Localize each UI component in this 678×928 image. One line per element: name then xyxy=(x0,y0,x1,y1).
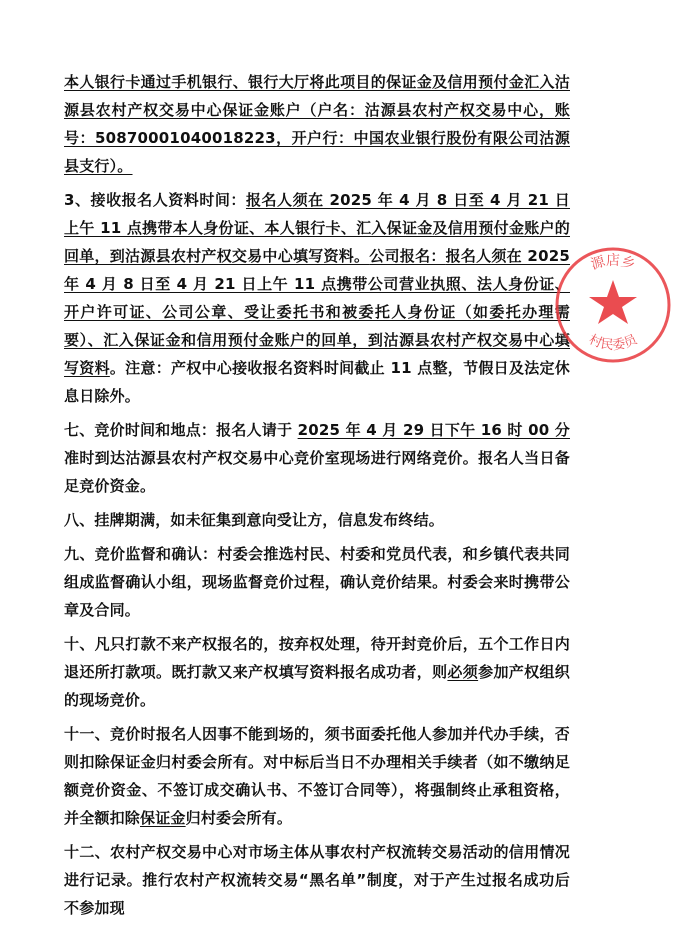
paragraph-bidding-time xyxy=(64,416,570,500)
bidding-time-lead: 七、竞价时间和地点：报名人请于 xyxy=(64,421,298,439)
payment-rules-rest: 参加产权组织的现场竞价。 xyxy=(64,663,570,709)
bank-transfer-text: 本人银行卡通过手机银行、银行大厅将此项目的保证金及信用预付金汇入沽源县农村产权交易中心保证金账户（户名：沽源县农村产权交易中心，账号：50870001040018223，开户行：中国农业银行股份有限公司沽源县支行）。 xyxy=(64,73,570,175)
document-body xyxy=(64,68,570,928)
bidding-datetime: 2025 年 4 月 29 日下午 16 时 00 分 xyxy=(297,421,570,439)
registration-time-heading: 3、接收报名人资料时间： xyxy=(64,191,246,209)
paragraph-proxy-rules xyxy=(64,720,570,832)
paragraph-payment-rules xyxy=(64,630,570,714)
proxy-rules-text: 十一、竞价时报名人因事不能到场的，须书面委托他人参加并代办手续，否则扣除保证金归村委会所有。对中标后当日不办理相关手续者（如不缴纳足额竞价资金、不签订成交确认书、不签订合同等），将强制终止承租资格，并全额扣除 xyxy=(64,725,570,827)
company-registration-label: 公司报名： xyxy=(369,247,446,265)
credit-record-text: 十二、农村产权交易中心对市场主体从事农村产权流转交易活动的信用情况进行记录。推行农村产权流转交易“黑名单”制度，对于产生过报名成功后不参加现 xyxy=(64,843,570,917)
supervision-text: 九、竞价监督和确认：村委会推选村民、村委和党员代表，和乡镇代表共同组成监督确认小组，现场监督竞价过程，确认竞价结果。村委会来时携带公章及合同。 xyxy=(64,545,570,619)
company-registration-text: 报名人须在 2025 年 4 月 8 日至 4 月 21 日上午 11 点携带公司营业执照、法人身份证、开户许可证、公司公章、受让委托书和被委托人身份证（如委托办理需要）、汇入保证金和信用预付金账户的回单，到沽源县农村产权交易中心填写资料 xyxy=(64,247,570,377)
seal-top-text: 源店乡 xyxy=(588,253,638,274)
payment-rules-text: 十、凡只打款不来产权报名的，按弃权处理，待开封竞价后，五个工作日内退还所打款项。既打款又来产权填写资料报名成功者，则 xyxy=(64,635,570,681)
paragraph-bank-transfer xyxy=(64,68,570,180)
paragraph-registration-time xyxy=(64,186,570,410)
proxy-rules-rest: 归村委会所有。 xyxy=(185,809,293,827)
registration-note-text: 。注意：产权中心接收报名资料时间截止 11 点整，节假日及法定休息日除外。 xyxy=(64,359,570,405)
proxy-rules-deposit: 保证金 xyxy=(140,809,186,827)
seal-star-icon xyxy=(589,280,637,324)
seal-bottom-text: 村民委员 xyxy=(586,332,640,354)
bidding-time-rest: 准时到达沽源县农村产权交易中心竞价室现场进行网络竞价。报名人当日备足竞价资金。 xyxy=(64,449,570,495)
paragraph-credit-record xyxy=(64,838,570,922)
paragraph-listing-expiry xyxy=(64,506,570,534)
red-seal-stamp xyxy=(548,240,678,370)
individual-registration-text: 报名人须在 2025 年 4 月 8 日至 4 月 21 日上午 11 点携带本人身份证、本人银行卡、汇入保证金及信用预付金账户的回单，到沽源县农村产权交易中心填写资料。 xyxy=(64,191,570,265)
paragraph-supervision xyxy=(64,540,570,624)
payment-rules-must: 必须 xyxy=(447,663,479,681)
listing-expiry-text: 八、挂牌期满，如未征集到意向受让方，信息发布终结。 xyxy=(64,511,445,529)
